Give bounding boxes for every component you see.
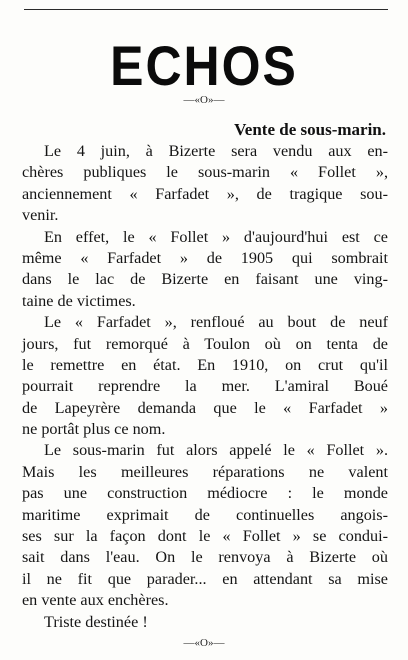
text-line: chères publiques le sous-marin « Follet », <box>22 163 388 182</box>
text-line: il ne fit que parader... en attendant sa mise <box>22 569 388 588</box>
text-line: de Lapeyrère demanda que le « Farfadet » <box>22 398 388 417</box>
text-line: ses sur la façon dont le « Follet » se condui- <box>22 527 388 546</box>
section-headline: ECHOS <box>110 34 298 98</box>
text-line: Le sous-marin fut alors appelé le « Follet ». <box>44 441 388 460</box>
text-line: Triste destinée ! <box>44 612 148 631</box>
text-line: pourrait reprendre la mer. L'amiral Boué <box>22 377 388 396</box>
text-line: Le 4 juin, à Bizerte sera vendu aux en- <box>44 142 388 160</box>
text-line: taine de victimes. <box>22 291 136 310</box>
text-line: en vente aux enchères. <box>22 591 169 610</box>
text-line: jours, fut remorqué à Toulon où on tenta de <box>22 334 388 353</box>
text-line: pas une construction médiocre : le monde <box>22 484 388 503</box>
ornament-divider-top: —«O»— <box>183 94 225 106</box>
text-line: dans le lac de Bizerte en faisant une ving- <box>22 270 388 289</box>
paragraph <box>22 312 388 440</box>
text-line: Le « Farfadet », renfloué au bout de neuf <box>44 313 388 332</box>
text-line: venir. <box>22 206 59 225</box>
text-line: Mais les meilleures réparations ne valent <box>22 462 388 481</box>
paragraph <box>22 440 388 611</box>
ornament-divider-bottom: —«O»— <box>183 637 225 649</box>
article-subtitle: Vente de sous-marin. <box>234 120 386 139</box>
paragraph <box>22 612 388 633</box>
text-line: le remettre en état. En 1910, on crut qu'il <box>22 355 388 374</box>
text-line: ne portât plus ce nom. <box>22 420 166 439</box>
article-body <box>22 141 388 633</box>
text-line: même « Farfadet » de 1905 qui sombrait <box>22 248 388 267</box>
text-line: anciennement « Farfadet », de tragique sou- <box>22 184 388 203</box>
text-line: sait dans l'eau. On le renvoya à Bizerte où <box>22 548 388 567</box>
paragraph <box>22 227 388 313</box>
text-line: En effet, le « Follet » d'aujourd'hui est ce <box>44 227 388 246</box>
paragraph <box>22 141 388 227</box>
text-line: maritime exprimait de continuelles angois- <box>22 505 388 524</box>
top-divider-rule <box>24 9 388 10</box>
